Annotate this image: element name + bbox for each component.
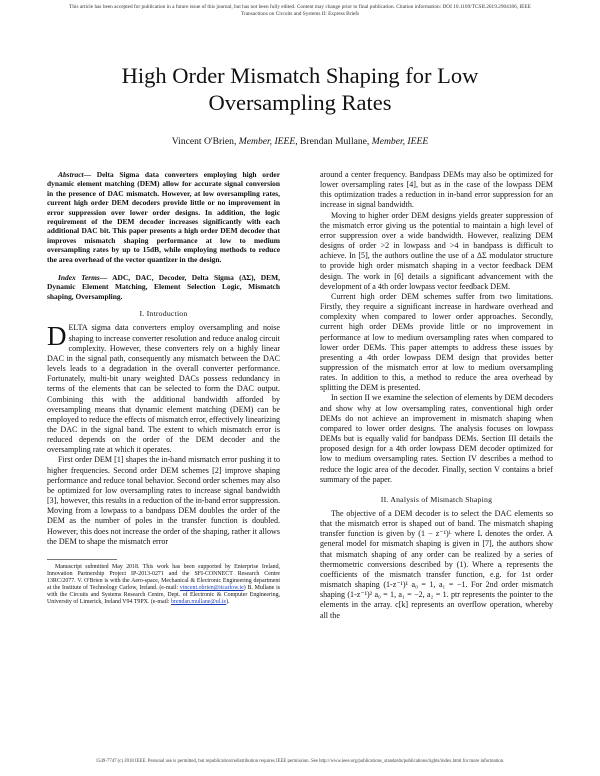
footnote-text-2: ) B. Mullane is with the Circuits and Systems Research Centre, Dept. of Electronic & Computer Engineering, University of Limerick, Ireland V94 T9PX. (e-mail: (47, 585, 280, 606)
abstract (47, 170, 280, 264)
email-link-1[interactable]: vincent.obrien@itcarlow.ie (179, 585, 244, 592)
abstract-label: Abstract (58, 170, 84, 179)
intro-paragraph-2: First order DEM [1] shapes the in-band mismatch error pushing it to higher frequencies. Second order DEM schemes [2] improve shaping performance and reduce tonal behavior. Second order schemes may also be optimized for low oversampling rates to increase signal bandwidth [3], however, this results in a reduction of the in-band error suppression. Moving from a lowpass to a bandpass DEM doubles the order of the DEM as the number of poles in the transfer function is doubled. However, this does not increase the order of the shaping, rather it allows the DEM to shape the mismatch error (47, 455, 280, 546)
journal-notice: This article has been accepted for publication in a future issue of this journal, but has not been fully edited. Content may change prior to final publication. Citation information: DOI 10.1109/TCSII.2019.2904186, IEEE Transactions on Circuits and Systems II: Express Briefs (69, 4, 531, 17)
author-separator: , Brendan Mullane, (295, 136, 372, 147)
footnote-text-1: Manuscript submitted May 2018. This work has been supported by Enterprise Ireland, Innovation Partnership Project IP-2013-0271 and the SFI-CONNECT Research Centre 13RC/2077. V. O'Brien is with the Aero-space, Mechanical & Electronic Engineering department at the Institute of Technology Carlow, Ireland. (e-mail: (47, 563, 280, 592)
drop-cap: D (47, 321, 67, 352)
left-column (47, 170, 280, 606)
analysis-paragraph-1: The objective of a DEM decoder is to select the DAC elements so that the mismatch error is shaped out of band. The mismatch shaping transfer function is given by (1 − z⁻¹)ᴸ where L denotes the order. A general model for mismatch shaping is given in [7], the authors show that mismatch shaping of any order can be realized by a series of thermometric conversions described by (1). Where aᵢ represents the coefficients of the mismatch transfer function, e.g. for 1st order mismatch shaping (1-z⁻¹)¹ a₀ = 1, a₁ = −1. For 2nd order mismatch shaping (1-z⁻¹)² a₀ = 1, a₁ = −2, a₂ = 1. ptr represents the pointer to the elements in the array. c[k] represents an overflow operation, whereby all the (320, 509, 553, 620)
right-column (320, 170, 553, 621)
footnote-divider (47, 559, 117, 560)
section-heading-analysis: II. Analysis of Mismatch Shaping (380, 494, 493, 504)
intro-paragraph-1-text: ELTA sigma data converters employ oversampling and noise shaping to increase converter resolution and reduce analog circuit complexity. However, these converters rely on a highly linear DAC in the signal path, consequently any mismatch between the DAC levels leads to a degradation in the overall converter performance. Fortunately, multi-bit unary weighted DACs possess redundancy in terms of the elements that can be selected to form the DAC output. Combining this with the additional bandwidth afforded by oversampling means that dynamic element matching (DEM) can be employed to reduce the effects of mismatch error, effectively linearizing the DAC in the signal band. The extent to which mismatch error is reduced depends on the order of the DEM decoder and the oversampling rate at which it operates. (47, 323, 280, 455)
author-line (60, 136, 540, 148)
author-name-1: Vincent O'Brien, (171, 136, 239, 147)
author-affiliation-2: Member, IEEE (371, 136, 429, 147)
copyright-footer: 1549-7747 (c) 2018 IEEE. Personal use is permitted, but republication/redistribution requires IEEE permission. See http://www.ieee.org/publications_standards/publications/rights/index.html for more information. (95, 759, 505, 764)
paper-title: High Order Mismatch Shaping for Low Oversampling Rates (121, 63, 479, 115)
right-paragraph-2: Moving to higher order DEM designs yields greater suppression of the mismatch error giving us the potential to maintain a high level of error suppression over a wide bandwidth. However, realizing DEM designs of order >2 in lowpass and >4 in bandpass is difficult to achieve. In [5], the authors outline the use of a ΔΣ modulator structure to provide high order mismatch shaping in a vector feedback DEM design. The work in [6] details a significant advancement with the development of a 4th order lowpass vector feedback DEM. (320, 210, 553, 291)
right-paragraph-4: In section II we examine the selection of elements by DEM decoders and show why at low oversampling rates, conventional high order DEMs do not achieve an improvement in mismatch shaping when compared to lower order designs. The analysis focuses on lowpass DEMs but is equally valid for bandpass DEMs. Section III details the proposed design for a 4th order lowpass DEM decoder optimized for low to medium oversampling rates. Section IV describes a method to reduce the logic area of the decoder. Finally, section V contains a brief summary of the paper. (320, 393, 553, 484)
right-paragraph-3: Current high order DEM schemes suffer from two limitations. Firstly, they require a significant increase in hardware overhead and complexity when compared to lower order approaches. Secondly, current high order DEMs provide little or no improvement in performance at low to medium oversampling rates when compared to lower order DEMs. This paper attempts to address these issues by presenting a 4th order lowpass DEM design that provides better suppression of the mismatch error at low to medium oversampling rates. In addition to this, a method to reduce the area overhead by splitting the DEM is presented. (320, 291, 553, 393)
footnote-text-3: ). (226, 599, 230, 606)
section-heading-introduction: I. Introduction (139, 309, 188, 319)
right-paragraph-1: around a center frequency. Bandpass DEMs may also be optimized for lower oversampling rates [4], but as in the case of the lowpass DEM this optimization trades a reduction in in-band error suppression for an increase in signal bandwidth. (320, 170, 553, 210)
intro-paragraph-1 (47, 323, 280, 455)
email-link-2[interactable]: brendan.mullane@ul.ie (170, 599, 227, 606)
index-terms (47, 273, 280, 301)
author-affiliation-1: Member, IEEE (238, 136, 296, 147)
abstract-text: — Delta Sigma data converters employing high order dynamic element matching (DEM) allow for accurate signal conversion in the presence of DAC mismatch. However, at low oversampling rates, current high order DEM decoders provide little or no improvement in error suppression over lower order designs. In addition, the logic requirement of the DEM decoder increases significantly with each additional DAC bit. This paper presents a high order DEM decoder that improves mismatch shaping performance at low to medium oversampling rates by up to 15dB, while employing methods to reduce the area overhead of the vector quantizer in the design. (47, 170, 280, 264)
footnote (47, 564, 280, 607)
index-terms-label: Index Terms (58, 273, 100, 283)
index-terms-text: — ADC, DAC, Decoder, Delta Sigma (ΔΣ), DEM, Dynamic Element Matching, Element Selection Logic, Mismatch shaping, Oversampling. (47, 273, 280, 301)
